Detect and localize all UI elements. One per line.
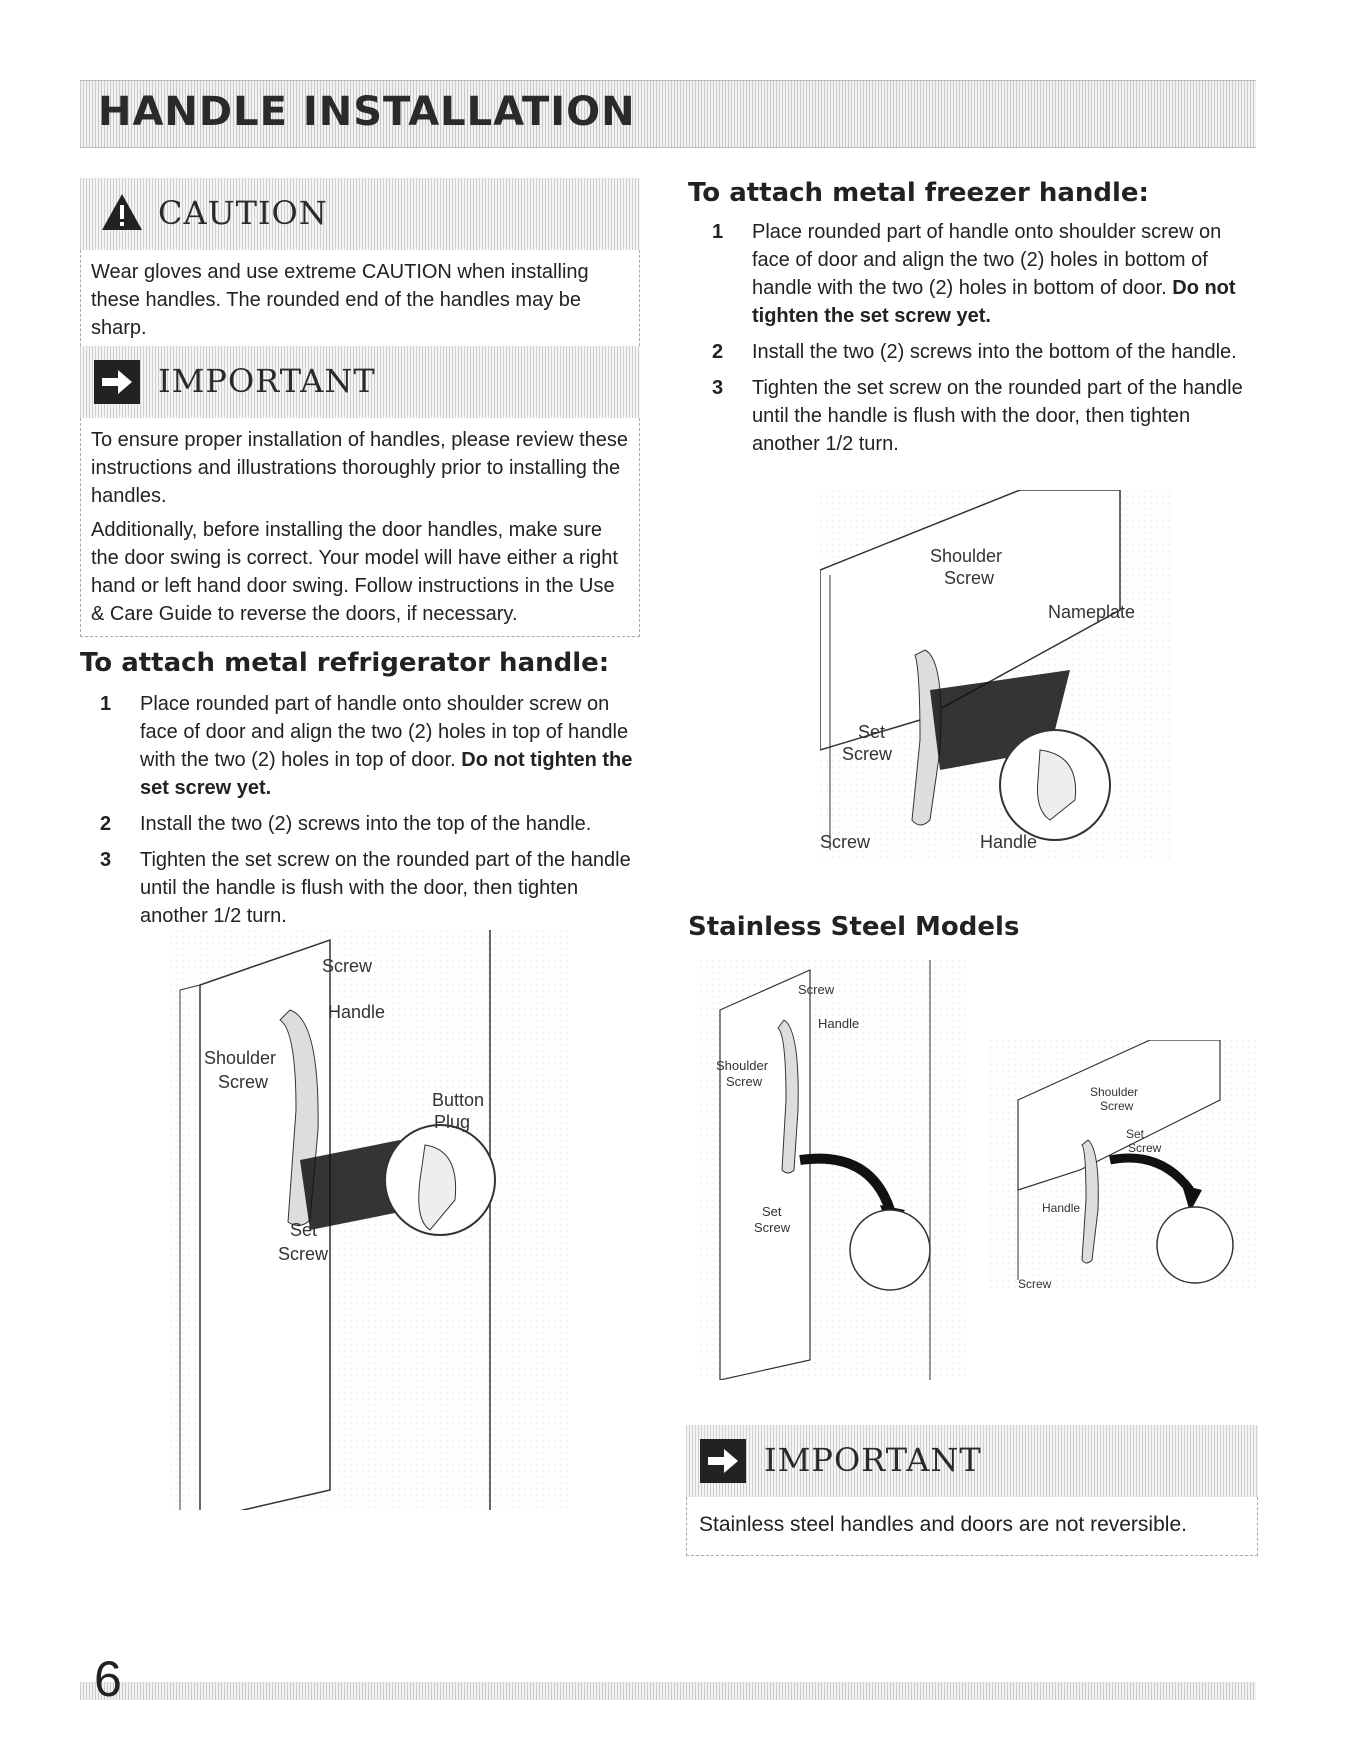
list-item: 2 Install the two (2) screws into the bottom of the handle.: [712, 341, 1237, 363]
list-item: 3 Tighten the set screw on the rounded part of the handle until the handle is flush with the door, then tighten another 1/2 turn.: [100, 849, 631, 927]
svg-text:Screw: Screw: [754, 1220, 791, 1235]
svg-text:Handle: Handle: [980, 832, 1038, 852]
caution-label: CAUTION: [158, 194, 328, 232]
svg-text:Handle: Handle: [818, 1016, 860, 1031]
svg-text:Shoulder: Shoulder: [716, 1058, 769, 1073]
header-banner: [80, 80, 1256, 148]
svg-text:Set: Set: [1126, 1127, 1145, 1141]
important-label-bottom: IMPORTANT: [764, 1441, 982, 1479]
svg-text:Button: Button: [432, 1090, 485, 1110]
svg-text:Screw: Screw: [842, 744, 893, 764]
important-para-2: Additionally, before installing the door handles, make sure the door swing is correct. Your model will have either a right hand or left hand door swing. Follow instructions in the Use & Care Guide to reverse the doors, if necessary.: [91, 519, 618, 625]
svg-text:Screw: Screw: [1018, 1277, 1052, 1290]
caution-text: Wear gloves and use extreme CAUTION when installing these handles. The rounded end of the handles may be sharp.: [91, 261, 589, 339]
list-item: 3 Tighten the set screw on the rounded part of the handle until the handle is flush with the door, then tighten another 1/2 turn.: [712, 377, 1243, 455]
important-bottom-text: Stainless steel handles and doors are not reversible.: [699, 1513, 1187, 1536]
stainless-section-title: Stainless Steel Models: [688, 912, 1020, 942]
stainless-refrigerator-diagram: [700, 960, 970, 1380]
important-header-bottom: [686, 1425, 1258, 1497]
important-body-bottom: [686, 1497, 1258, 1556]
svg-text:Screw: Screw: [944, 568, 995, 588]
caution-header: [80, 178, 640, 250]
important-box-bottom: [686, 1425, 1258, 1556]
svg-text:Screw: Screw: [1100, 1099, 1134, 1113]
svg-text:Handle: Handle: [1042, 1201, 1081, 1215]
svg-text:Handle: Handle: [328, 1002, 386, 1022]
caution-box: [80, 178, 640, 351]
warning-icon: [100, 192, 144, 232]
page-title: HANDLE INSTALLATION: [98, 89, 636, 135]
svg-text:Shoulder: Shoulder: [1090, 1085, 1139, 1099]
refrigerator-section-title: To attach metal refrigerator handle:: [80, 648, 610, 678]
svg-text:Plug: Plug: [434, 1112, 471, 1132]
important-body-top: [80, 418, 640, 637]
caution-body: [80, 250, 640, 351]
arrow-right-icon: [94, 360, 140, 404]
important-box-top: [80, 346, 640, 637]
svg-text:Screw: Screw: [322, 956, 373, 976]
svg-text:Screw: Screw: [798, 982, 835, 997]
list-item: 1 Place rounded part of handle onto shoulder screw on face of door and align the two (2) holes in top of handle with the two (2) holes in top of door. Do not tighten the set screw yet.: [100, 693, 633, 799]
refrigerator-handle-diagram: [170, 930, 570, 1510]
svg-text:Screw: Screw: [820, 832, 871, 852]
freezer-steps: [712, 218, 1252, 466]
svg-text:Set: Set: [290, 1220, 318, 1240]
refrigerator-steps: [100, 690, 650, 938]
list-item: 1 Place rounded part of handle onto shoulder screw on face of door and align the two (2) holes in bottom of handle with the two (2) holes in bottom of door. Do not tighten the set screw yet.: [712, 221, 1236, 327]
svg-text:Screw: Screw: [726, 1074, 763, 1089]
list-item: 2 Install the two (2) screws into the top of the handle.: [100, 813, 592, 835]
important-header-top: [80, 346, 640, 418]
freezer-handle-diagram: [820, 490, 1170, 860]
stainless-freezer-diagram: [990, 1040, 1260, 1290]
svg-text:Screw: Screw: [218, 1072, 269, 1092]
svg-text:Set: Set: [762, 1204, 782, 1219]
freezer-section-title: To attach metal freezer handle:: [688, 178, 1149, 208]
arrow-right-icon: [700, 1439, 746, 1483]
page-number: 6: [94, 1651, 122, 1707]
important-para-1: To ensure proper installation of handles, please review these instructions and illustrations thoroughly prior to installing the handles.: [91, 429, 628, 507]
svg-text:Shoulder: Shoulder: [930, 546, 1003, 566]
svg-text:Set: Set: [858, 722, 886, 742]
svg-text:Screw: Screw: [1128, 1141, 1162, 1155]
svg-text:Nameplate: Nameplate: [1048, 602, 1136, 622]
svg-text:Shoulder: Shoulder: [204, 1048, 277, 1068]
footer-bar: [80, 1682, 1256, 1700]
important-label-top: IMPORTANT: [158, 362, 376, 400]
svg-text:Screw: Screw: [278, 1244, 329, 1264]
